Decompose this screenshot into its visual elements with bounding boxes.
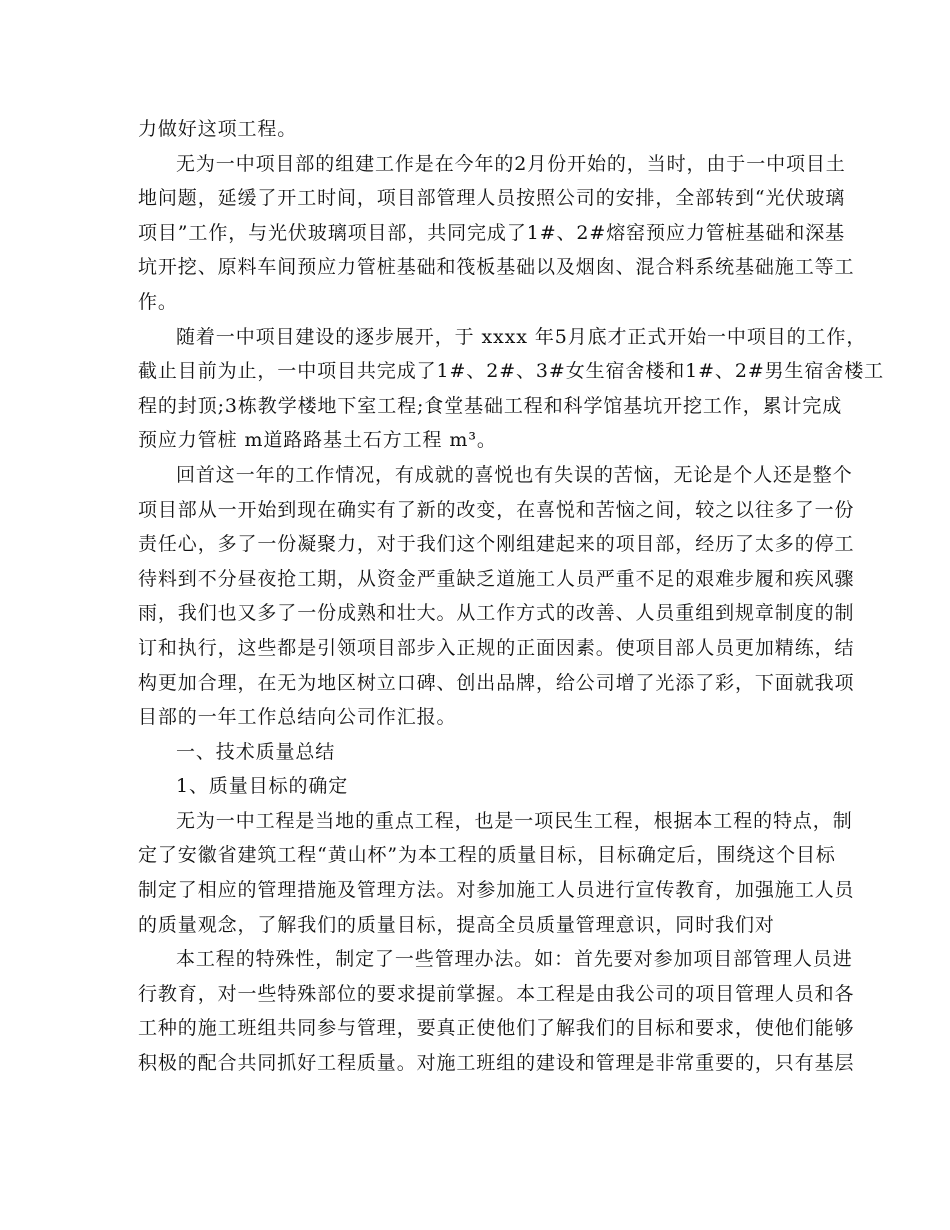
text-line: 力做好这项工程。: [138, 118, 298, 140]
text-line: 预应力管桩 m道路路基土石方工程 m³。: [138, 429, 497, 452]
text-line: 订和执行，这些都是引领项目部步入正规的正面因素。使项目部人员更加精练，结: [138, 636, 855, 659]
text-line: 作。: [138, 290, 178, 313]
text-line: 工种的施工班组共同参与管理，要真正使他们了解我们的目标和要求，使他们能够: [138, 1017, 855, 1040]
text-line: 行教育，对一些特殊部位的要求提前掌握。本工程是由我公司的项目管理人员和各: [138, 982, 855, 1005]
text-line: 无为一中项目部的组建工作是在今年的2月份开始的，当时，由于一中项目土: [176, 152, 846, 175]
text-line: 制定了相应的管理措施及管理方法。对参加施工人员进行宣传教育，加强施工人员: [138, 879, 855, 902]
text-line: 程的封顶;3栋教学楼地下室工程;食堂基础工程和科学馆基坑开挖工作，累计完成: [138, 394, 843, 417]
text-line: 雨，我们也又多了一份成熟和壮大。从工作方式的改善、人员重组到规章制度的制: [138, 602, 855, 625]
text-line: 地问题，延缓了开工时间，项目部管理人员按照公司的安排，全部转到“光伏玻璃: [138, 187, 846, 210]
text-line: 截止目前为止，一中项目共完成了1#、2#、3#女生宿舍楼和1#、2#男生宿舍楼工: [138, 360, 885, 383]
text-line: 责任心，多了一份凝聚力，对于我们这个刚组建起来的项目部，经历了太多的停工: [138, 533, 855, 556]
text-line: 积极的配合共同抓好工程质量。对施工班组的建设和管理是非常重要的，只有基层: [138, 1052, 855, 1075]
text-line: 坑开挖、原料车间预应力管桩基础和筏板基础以及烟囱、混合料系统基础施工等工: [138, 256, 855, 279]
text-line: 项目”工作，与光伏玻璃项目部，共同完成了1#、2#熔窑预应力管桩基础和深基: [138, 221, 846, 244]
text-line: 本工程的特殊性，制定了一些管理办法。如：首先要对参加项目部管理人员进: [176, 948, 853, 971]
text-line: 随着一中项目建设的逐步展开，于 xxxx 年5月底才正式开始一中项目的工作，: [176, 325, 867, 348]
text-line: 项目部从一开始到现在确实有了新的改变，在喜悦和苦恼之间，较之以往多了一份: [138, 498, 855, 521]
document-body: [138, 112, 885, 1081]
text-line: 的质量观念，了解我们的质量目标，提高全员质量管理意识，同时我们对: [138, 913, 775, 936]
text-line: 目部的一年工作总结向公司作汇报。: [138, 706, 457, 729]
text-line: 待料到不分昼夜抢工期，从资金严重缺乏道施工人员严重不足的艰难步履和疾风骤: [138, 567, 855, 590]
text-line: 回首这一年的工作情况，有成就的喜悦也有失误的苦恼，无论是个人还是整个: [176, 463, 853, 486]
text-line: 1、质量目标的确定: [176, 775, 349, 798]
text-line: 无为一中工程是当地的重点工程，也是一项民生工程，根据本工程的特点，制: [176, 809, 853, 832]
text-line: 定了安徽省建筑工程“黄山杯”为本工程的质量目标，目标确定后，围绕这个目标: [138, 844, 836, 867]
text-line: 构更加合理，在无为地区树立口碑、创出品牌，给公司增了光添了彩，下面就我项: [138, 671, 855, 694]
text-line: 一、技术质量总结: [176, 740, 336, 763]
